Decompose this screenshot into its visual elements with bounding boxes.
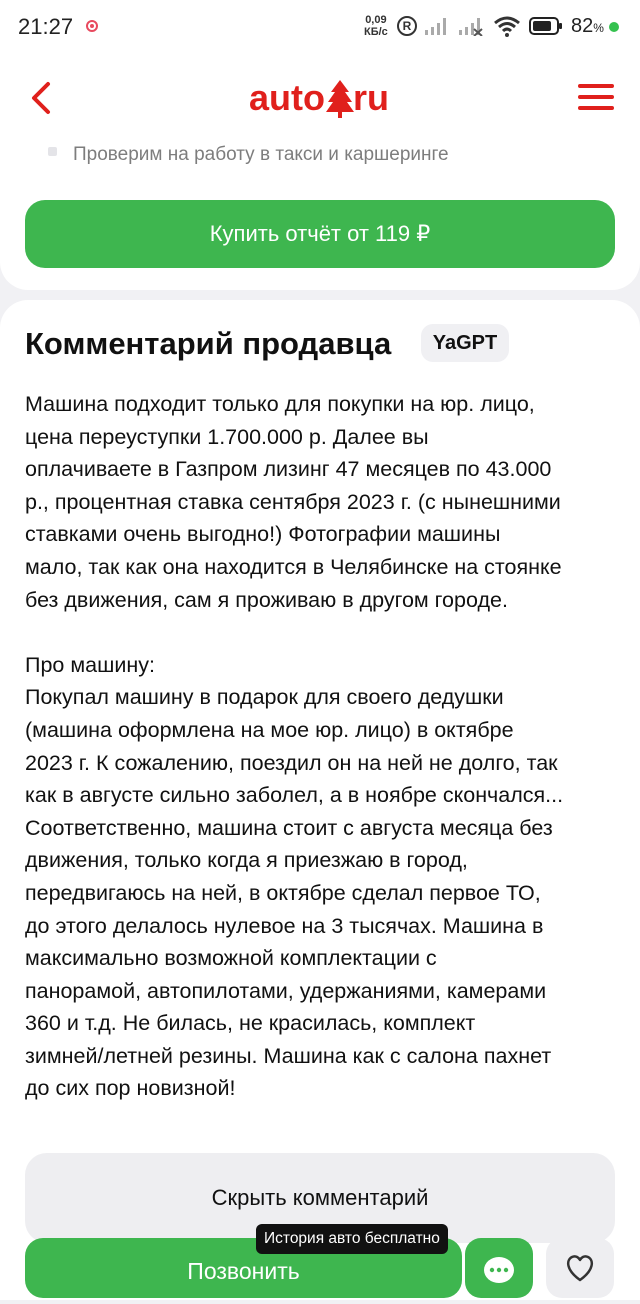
battery-percent-sign: %	[593, 21, 604, 35]
report-check-text: Проверим на работу в такси и каршеринге	[73, 144, 449, 165]
chevron-left-icon	[34, 84, 48, 112]
heart-icon	[546, 1238, 614, 1298]
chat-button[interactable]	[465, 1238, 533, 1298]
seller-comment-title: Комментарий продавца	[25, 326, 392, 361]
network-speed-value: 0,09	[365, 14, 387, 26]
registered-icon: R	[397, 16, 417, 36]
screen-record-icon	[86, 20, 98, 32]
svg-text:auto: auto	[249, 77, 325, 118]
seller-comment-card	[0, 300, 640, 1300]
favorite-button[interactable]	[546, 1238, 614, 1298]
auto-ru-logo[interactable]	[249, 74, 394, 120]
menu-button[interactable]	[576, 80, 616, 114]
status-time: 21:27	[18, 14, 74, 39]
comment-paragraph-1: Машина подходит только для покупки на юр. лицо, цена переуступки 1.700.000 р. Далее вы оплачиваете в Газпром лизинг 47 месяцев по 43.000 р., процентная ставка сентября 2023 г. (с нынешними ставками очень выгодно!) Фотографии машины мало, так как она находится в Челябинске на стоянке без движения, сам я проживаю в другом городе.	[25, 392, 562, 612]
hamburger-menu-icon	[580, 86, 612, 108]
network-speed	[364, 14, 388, 38]
status-bar	[0, 0, 640, 56]
check-bullet-icon	[48, 147, 57, 156]
back-button[interactable]	[22, 78, 62, 118]
paragraph-spacer	[25, 616, 625, 649]
signal-strength-no-service-icon	[458, 16, 484, 36]
wifi-icon	[493, 14, 521, 38]
battery-percent	[571, 15, 604, 38]
privacy-indicator-dot	[609, 22, 619, 32]
chat-bubble-icon	[465, 1238, 533, 1298]
report-check-item	[48, 144, 449, 166]
yagpt-badge[interactable]: YaGPT	[421, 324, 509, 362]
svg-text:ru: ru	[353, 77, 389, 118]
battery-icon	[529, 16, 563, 36]
history-tooltip: История авто бесплатно	[256, 1224, 448, 1254]
report-card	[0, 140, 640, 290]
battery-percent-value: 82	[571, 15, 594, 37]
signal-strength-icon	[424, 16, 450, 36]
buy-report-button[interactable]: Купить отчёт от 119 ₽	[25, 200, 615, 268]
network-speed-unit: КБ/с	[364, 26, 388, 38]
call-button[interactable]: Позвонить	[25, 1238, 462, 1298]
hide-comment-button[interactable]: Скрыть комментарий	[25, 1153, 615, 1243]
comment-paragraph-2: Про машину: Покупал машину в подарок для своего дедушки (машина оформлена на мое юр. лицо) в октябре 2023 г. К сожалению, поездил он на ней не долго, так как в августе сильно заболел, а в ноябре скончался... Соответственно, машина стоит с августа месяца без движения, только когда я приезжаю в город, передвигаюсь на ней, в октябре сделал первое ТО, до этого делалось нулевое на 3 тысячах. Машина в максимально возможной комплектации с панорамой, автопилотами, удержаниями, камерами 360 и т.д. Не билась, не красилась, комплект зимней/летней резины. Машина как с салона пахнет до сих пор новизной!	[25, 652, 564, 1101]
app-header	[0, 56, 640, 140]
seller-comment-text	[25, 388, 625, 1105]
